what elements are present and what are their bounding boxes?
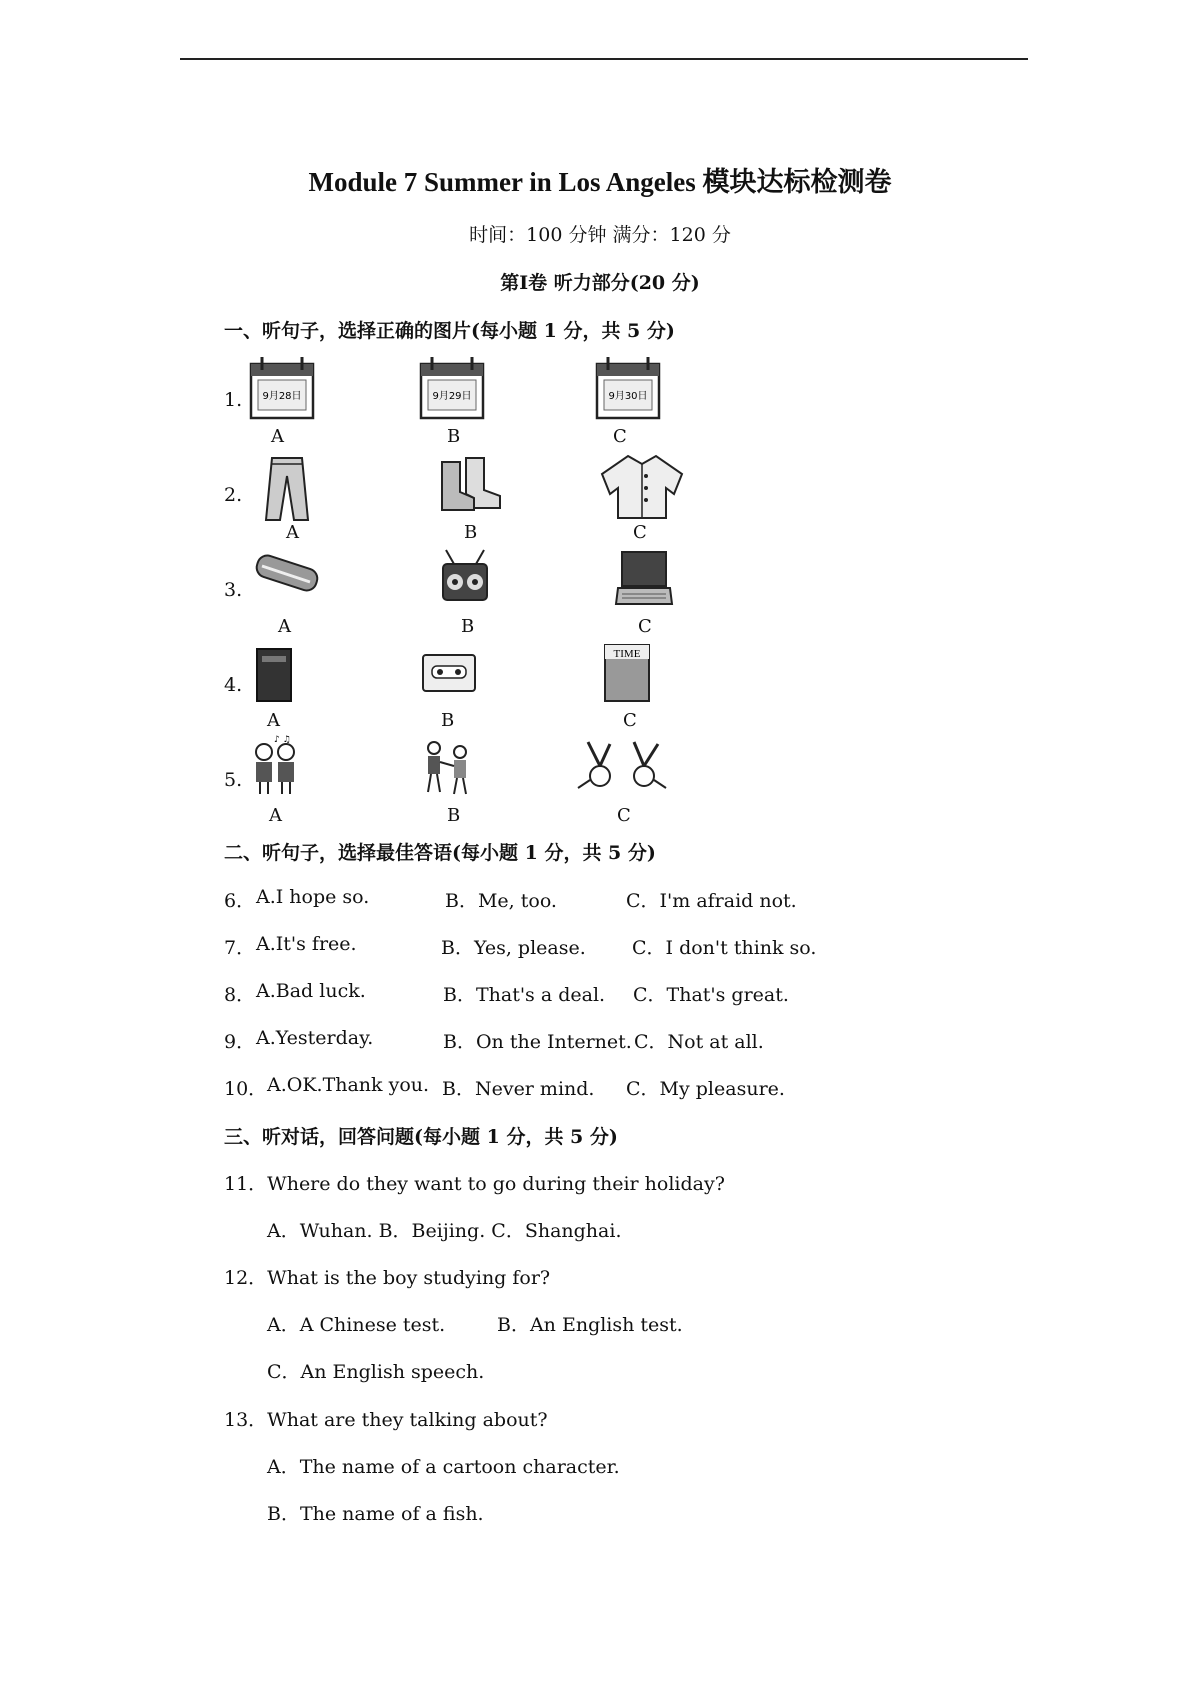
option-letter: A: [286, 522, 299, 543]
magazine-icon: [602, 642, 652, 704]
option-letter: B: [441, 710, 455, 731]
question-7-number: 7．: [224, 937, 256, 959]
question-11: 11．Where do they want to go during their holiday?: [224, 1173, 725, 1195]
option-b: B．On the Internet.: [443, 1031, 632, 1053]
question-2-number: 2.: [224, 484, 243, 506]
option-b: B．Yes, please.: [441, 937, 586, 959]
option-letter: A: [271, 426, 284, 447]
option-letter: B: [447, 426, 461, 447]
option-c: C．My pleasure.: [626, 1078, 785, 1100]
option-a: A．A Chinese test.: [267, 1314, 446, 1336]
option-letter: C: [617, 805, 631, 826]
section-3-heading: 三、听对话，回答问题(每小题 1 分，共 5 分): [224, 1126, 618, 1148]
cassette-icon: [420, 652, 478, 694]
part-heading: 第Ⅰ卷 听力部分(20 分): [500, 272, 700, 294]
radio-icon: [440, 548, 490, 604]
option-letter: A: [267, 710, 280, 731]
question-3-number: 3.: [224, 579, 243, 601]
top-rule: [180, 58, 1028, 60]
option-a: A.It's free.: [256, 933, 357, 955]
option-letter: B: [464, 522, 478, 543]
singing-children-icon: [250, 734, 302, 796]
section-1-heading: 一、听句子，选择正确的图片(每小题 1 分，共 5 分): [224, 320, 675, 342]
question-10-number: 10．: [224, 1078, 268, 1100]
option-a: A.Yesterday.: [256, 1027, 374, 1049]
option-b: B．Never mind.: [442, 1078, 595, 1100]
option-a: A．The name of a cartoon character.: [267, 1456, 620, 1478]
calendar-icon: [248, 352, 318, 424]
question-13: 13．What are they talking about?: [224, 1409, 548, 1431]
option-letter: B: [447, 805, 461, 826]
question-5-number: 5.: [224, 769, 243, 791]
option-letter: C: [633, 522, 647, 543]
dancing-children-icon: [420, 738, 476, 796]
option-letter: C: [623, 710, 637, 731]
question-9-number: 9．: [224, 1031, 256, 1053]
option-c: C．That's great.: [633, 984, 789, 1006]
harmonica-icon: [252, 552, 322, 596]
option-letter: B: [461, 616, 475, 637]
calendar-date: 9月28日: [262, 391, 302, 402]
option-letter: C: [638, 616, 652, 637]
calendar-date: 9月30日: [608, 391, 648, 402]
question-6-number: 6．: [224, 890, 256, 912]
option-letter: A: [269, 805, 282, 826]
question-11-options: A．Wuhan. B．Beijing. C．Shanghai.: [267, 1220, 622, 1242]
page-title: Module 7 Summer in Los Angeles 模块达标检测卷: [308, 167, 892, 197]
jacket-icon: [598, 452, 686, 522]
option-letter: C: [613, 426, 627, 447]
option-b: B．An English test.: [497, 1314, 683, 1336]
option-a: A.Bad luck.: [256, 980, 366, 1002]
option-b: B．The name of a fish.: [267, 1503, 484, 1525]
option-a: A.OK.Thank you.: [267, 1074, 430, 1096]
option-letter: A: [278, 616, 291, 637]
calendar-icon: [418, 352, 488, 424]
question-12: 12．What is the boy studying for?: [224, 1267, 551, 1289]
cartwheel-children-icon: [574, 736, 670, 796]
question-1-number: 1.: [224, 389, 243, 411]
option-a: A.I hope so.: [256, 886, 370, 908]
option-c: C．I'm afraid not.: [626, 890, 797, 912]
option-c: C．I don't think so.: [632, 937, 817, 959]
section-2-heading: 二、听句子，选择最佳答语(每小题 1 分，共 5 分): [224, 842, 656, 864]
magazine-title: TIME: [613, 648, 641, 660]
option-c: C．Not at all.: [634, 1031, 764, 1053]
question-4-number: 4.: [224, 674, 243, 696]
option-c: C．An English speech.: [267, 1361, 485, 1383]
exam-meta: 时间：100 分钟 满分：120 分: [469, 224, 731, 246]
calendar-icon: [594, 352, 664, 424]
option-b: B．Me, too.: [445, 890, 557, 912]
option-b: B．That's a deal.: [443, 984, 606, 1006]
question-8-number: 8．: [224, 984, 256, 1006]
svg-text:♪ ♫: ♪ ♫: [274, 735, 291, 745]
book-icon: [254, 646, 294, 704]
calendar-date: 9月29日: [432, 391, 472, 402]
laptop-icon: [614, 548, 674, 608]
boots-icon: [434, 454, 504, 516]
trousers-icon: [262, 454, 312, 524]
